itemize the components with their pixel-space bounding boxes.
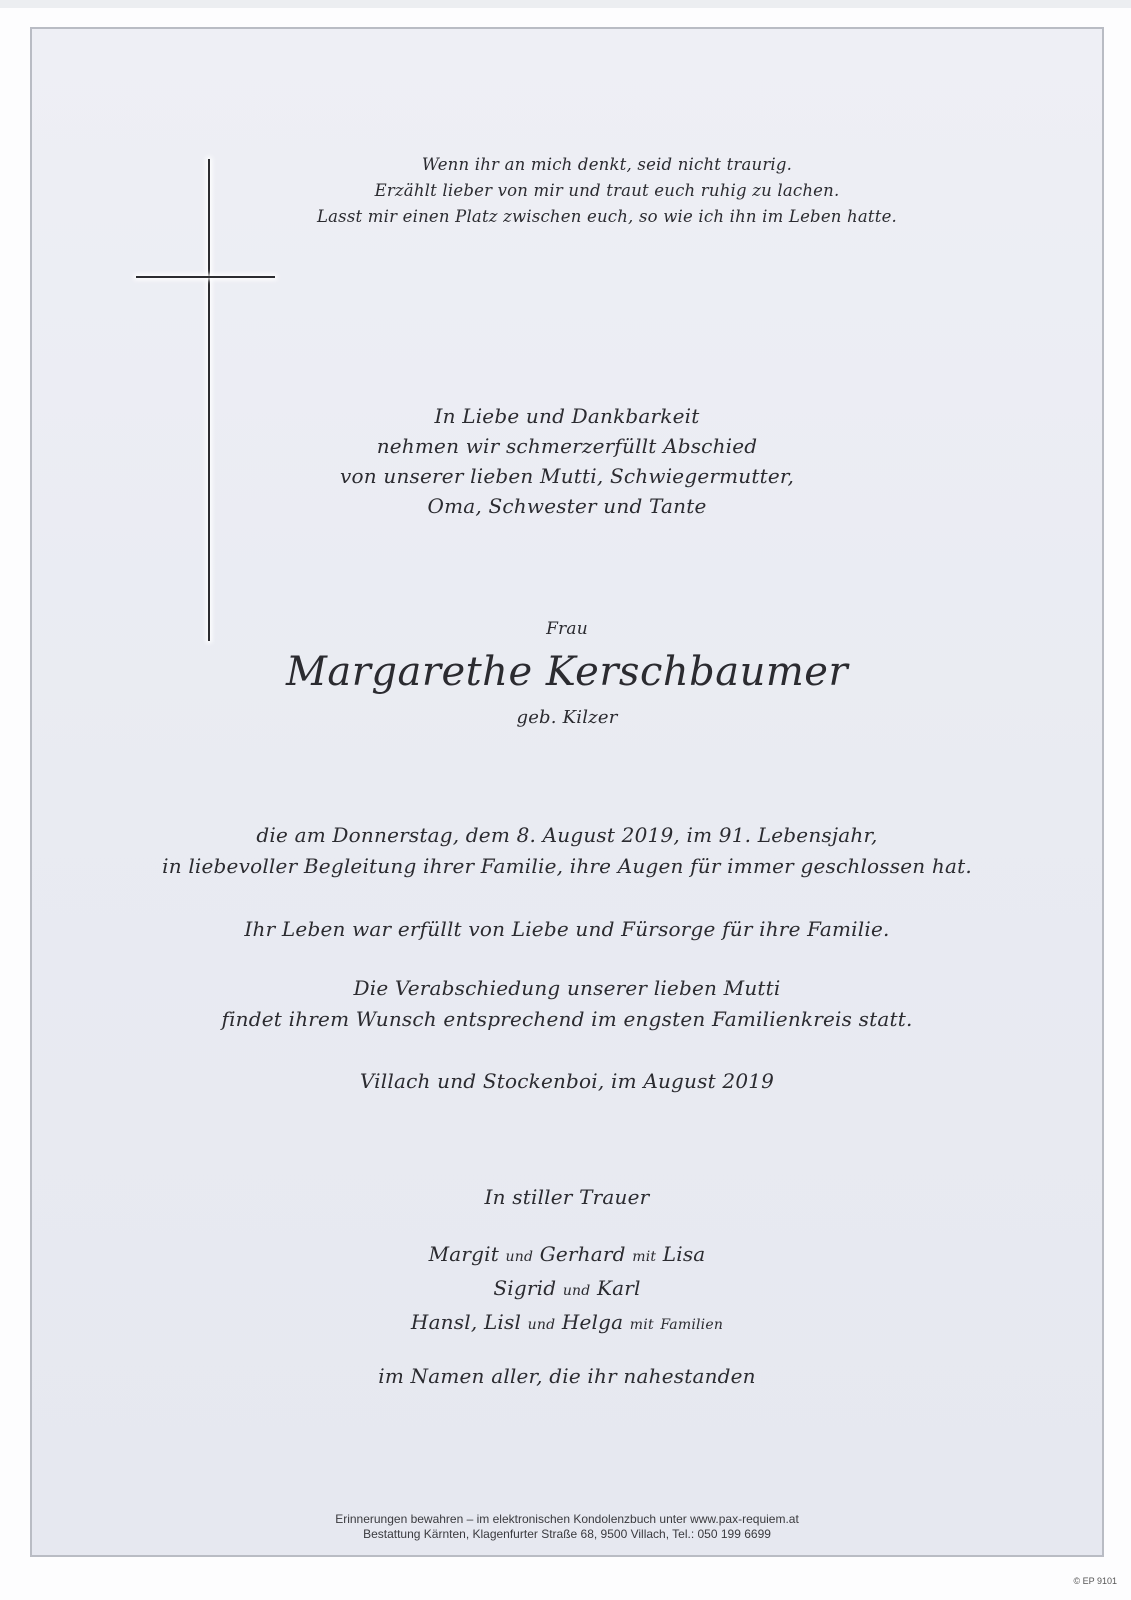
- farewell-text: [32, 973, 1102, 1035]
- family-name: Karl: [596, 1276, 641, 1300]
- poem-line: Lasst mir einen Platz zwischen euch, so wie ich ihn im Leben hatte.: [316, 207, 897, 226]
- footer-line: Bestattung Kärnten, Klagenfurter Straße 68, 9500 Villach, Tel.: 050 199 6699: [363, 1527, 771, 1541]
- intro-text: [32, 401, 1102, 521]
- family-name: Familien: [660, 1317, 724, 1333]
- family-connector: und: [527, 1317, 556, 1333]
- place-date: Villach und Stockenboi, im August 2019: [359, 1069, 775, 1093]
- mourning-heading: In stiller Trauer: [484, 1185, 650, 1209]
- intro-line: nehmen wir schmerzerfüllt Abschied: [376, 434, 758, 458]
- scan-edge: [0, 0, 1131, 8]
- family-name: Lisa: [662, 1242, 706, 1266]
- intro-line: In Liebe und Dankbarkeit: [434, 404, 700, 428]
- family-line: [32, 1273, 1102, 1307]
- cross-icon-vertical: [208, 159, 210, 641]
- family-name: Margit: [428, 1242, 499, 1266]
- deceased-name: Margarethe Kerschbaumer: [285, 649, 849, 695]
- on-behalf-text: im Namen aller, die ihr nahestanden: [378, 1364, 756, 1388]
- family-name: Helga: [561, 1310, 624, 1334]
- cross-icon-horizontal: [136, 276, 275, 278]
- poem-line: Erzählt lieber von mir und traut euch ruhig zu lachen.: [374, 181, 840, 200]
- family-connector: und: [505, 1249, 534, 1265]
- family-name: Hansl, Lisl: [410, 1310, 522, 1334]
- family-line: [32, 1239, 1102, 1273]
- family-name: Gerhard: [539, 1242, 626, 1266]
- death-line: die am Donnerstag, dem 8. August 2019, im 91. Lebensjahr,: [256, 823, 878, 847]
- intro-line: Oma, Schwester und Tante: [427, 494, 707, 518]
- life-statement: Ihr Leben war erfüllt von Liebe und Fürsorge für ihre Familie.: [244, 917, 890, 941]
- poem: [72, 152, 1131, 230]
- intro-line: von unserer lieben Mutti, Schwiegermutter,: [339, 464, 794, 488]
- salutation: Frau: [546, 619, 588, 639]
- family-list: [32, 1239, 1102, 1341]
- death-line: in liebevoller Begleitung ihrer Familie, ihre Augen für immer geschlossen hat.: [162, 854, 972, 878]
- obituary-card: [30, 27, 1104, 1557]
- maiden-name: geb. Kilzer: [516, 707, 618, 728]
- family-name: Sigrid: [493, 1276, 557, 1300]
- footer: [32, 1512, 1102, 1542]
- farewell-line: Die Verabschiedung unserer lieben Mutti: [353, 976, 781, 1000]
- family-line: [32, 1307, 1102, 1341]
- footer-line: Erinnerungen bewahren – im elektronischen Kondolenzbuch unter www.pax-requiem.at: [335, 1512, 799, 1526]
- death-notice: [32, 820, 1102, 882]
- product-code: © EP 9101: [1073, 1576, 1117, 1586]
- farewell-line: findet ihrem Wunsch entsprechend im engsten Familienkreis statt.: [221, 1007, 913, 1031]
- family-connector: mit: [629, 1317, 654, 1333]
- family-connector: mit: [632, 1249, 657, 1265]
- family-connector: und: [562, 1283, 591, 1299]
- poem-line: Wenn ihr an mich denkt, seid nicht traurig.: [421, 155, 793, 174]
